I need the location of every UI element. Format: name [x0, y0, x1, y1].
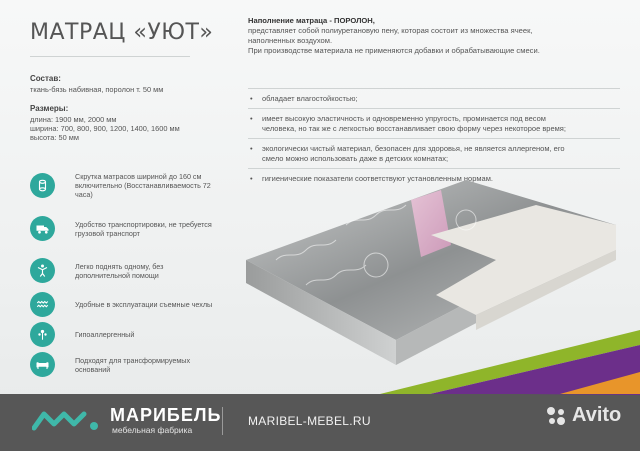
list-item: • гигиенические показатели соответствуют установленным нормам. — [250, 174, 493, 183]
filling-line: наполненных воздухом. — [248, 36, 333, 45]
brand-logo-icon — [32, 410, 102, 432]
list-item-text: смело можно использовать даже в детских комнатах; — [262, 154, 449, 163]
feature-text-line: Скрутка матрасов шириной до 160 см — [75, 172, 202, 181]
footer-divider — [222, 407, 223, 435]
size-height: высота: 50 мм — [30, 133, 79, 142]
brand-tagline: мебельная фабрика — [112, 425, 193, 435]
feature-text-line: дополнительной помощи — [75, 270, 159, 280]
list-item: • имеет высокую эластичность и одновременно упругость, проминается под весом человека, но так же с легкостью восстанавливает свою форму через некоторое время; — [250, 114, 566, 133]
list-item: • обладает влагостойкостью; — [250, 94, 358, 103]
feature-text-line: Легко поднять одному, без — [75, 261, 164, 271]
feature-text-line: Удобство транспортировки, не требуется — [75, 219, 212, 229]
list-item: • экологически чистый материал, безопасен для здоровья, не является аллергеном, его смело можно использовать даже в детских комнатах; — [250, 144, 565, 163]
composition-heading: Состав: — [30, 74, 61, 83]
list-item-text: имеет высокую эластичность и одновременно упругость, проминается под весом — [262, 114, 546, 123]
list-item-text: человека, но так же с легкостью восстанавливает свою форму через некоторое время; — [262, 124, 566, 133]
size-length: длина: 1900 мм, 2000 мм — [30, 115, 117, 124]
sizes-heading: Размеры: — [30, 104, 69, 113]
avito-logo-icon — [545, 405, 567, 427]
feature-text-line: Подходят для трансформируемых — [75, 355, 191, 365]
avito-watermark-text: Avito — [572, 404, 622, 426]
feature-text-line: часа) — [75, 190, 93, 199]
feature-text-line: Гипоаллергенный — [75, 330, 135, 339]
list-item-text: гигиенические показатели соответствуют установленным нормам. — [262, 174, 493, 183]
size-width: ширина: 700, 800, 900, 1200, 1400, 1600 мм — [30, 124, 180, 133]
website-link[interactable]: MARIBEL-MEBEL.RU — [248, 414, 371, 428]
feature-text-line: грузовой транспорт — [75, 228, 140, 238]
feature-text-line: включительно (Восстанавливаемость 72 — [75, 181, 211, 190]
brand-name: МАРИБЕЛЬ — [110, 405, 222, 425]
feature-text-line: оснований — [75, 364, 111, 374]
filling-heading: Наполнение матраца - ПОРОЛОН, — [248, 16, 375, 25]
filling-line: представляет собой полиуретановую пену, которая состоит из множества ячеек, — [248, 26, 533, 35]
composition-text: ткань-бязь набивная, поролон т. 50 мм — [30, 85, 164, 94]
page-title: МАТРАЦ «УЮТ» — [30, 20, 214, 45]
feature-text-line: Удобные в эксплуатации съемные чехлы — [75, 300, 213, 309]
list-item-text: обладает влагостойкостью; — [262, 94, 358, 103]
avito-watermark — [545, 404, 621, 427]
list-item-text: экологически чистый материал, безопасен для здоровья, не является аллергеном, его — [262, 144, 565, 153]
filling-line: При производстве материала не применяются добавки и обрабатывающие смеси. — [248, 46, 540, 55]
